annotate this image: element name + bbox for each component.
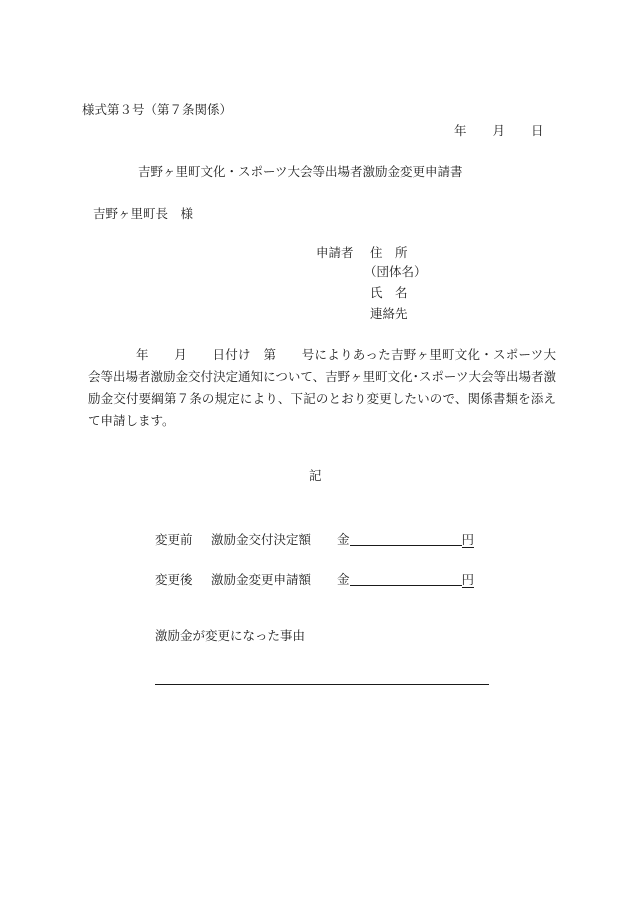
document-title: 吉野ヶ里町文化・スポーツ大会等出場者激励金変更申請書: [138, 164, 463, 179]
reason-label: 激励金が変更になった事由: [155, 628, 306, 643]
addressee: 吉野ヶ里町長 様: [93, 206, 194, 221]
date-year-label: 年: [454, 123, 467, 138]
date-line: [454, 125, 544, 138]
name-label: 氏 名: [370, 285, 408, 300]
date-month-label: 月: [492, 123, 506, 138]
amount-blank-field[interactable]: [350, 531, 462, 546]
applicant-heading: 申請者: [316, 245, 354, 260]
amount-item-label: 激励金交付決定額: [211, 531, 312, 547]
amount-stage-label: 変更前: [155, 531, 193, 547]
body-paragraph: 年 月 日付け 第 号によりあった吉野ヶ里町文化・スポーツ大会等出場者激励金交付決定通知について、吉野ヶ里町文化･スポーツ大会等出場者激励金交付要綱第７条の規定により、下記のとおり変更したいので、関係書類を添えて申請します。: [88, 347, 556, 428]
amount-stage-label: 変更後: [155, 571, 193, 587]
ki-heading: 記: [309, 468, 322, 483]
date-day-label: 日: [531, 123, 544, 138]
amount-item-label: 激励金変更申請額: [211, 571, 312, 587]
organization-label: （団体名）: [364, 264, 427, 279]
amount-prefix: 金: [337, 571, 350, 587]
amount-row-before: [155, 531, 474, 546]
contact-label: 連絡先: [370, 306, 408, 321]
amount-row-after: [155, 571, 474, 586]
address-label: 住 所: [370, 245, 408, 260]
form-number: 様式第３号（第７条関係）: [82, 102, 233, 117]
amount-unit: 円: [461, 531, 475, 547]
reason-blank-line[interactable]: [155, 684, 489, 685]
amount-blank-field[interactable]: [350, 571, 462, 586]
amount-prefix: 金: [337, 531, 350, 547]
amount-unit: 円: [461, 571, 475, 587]
